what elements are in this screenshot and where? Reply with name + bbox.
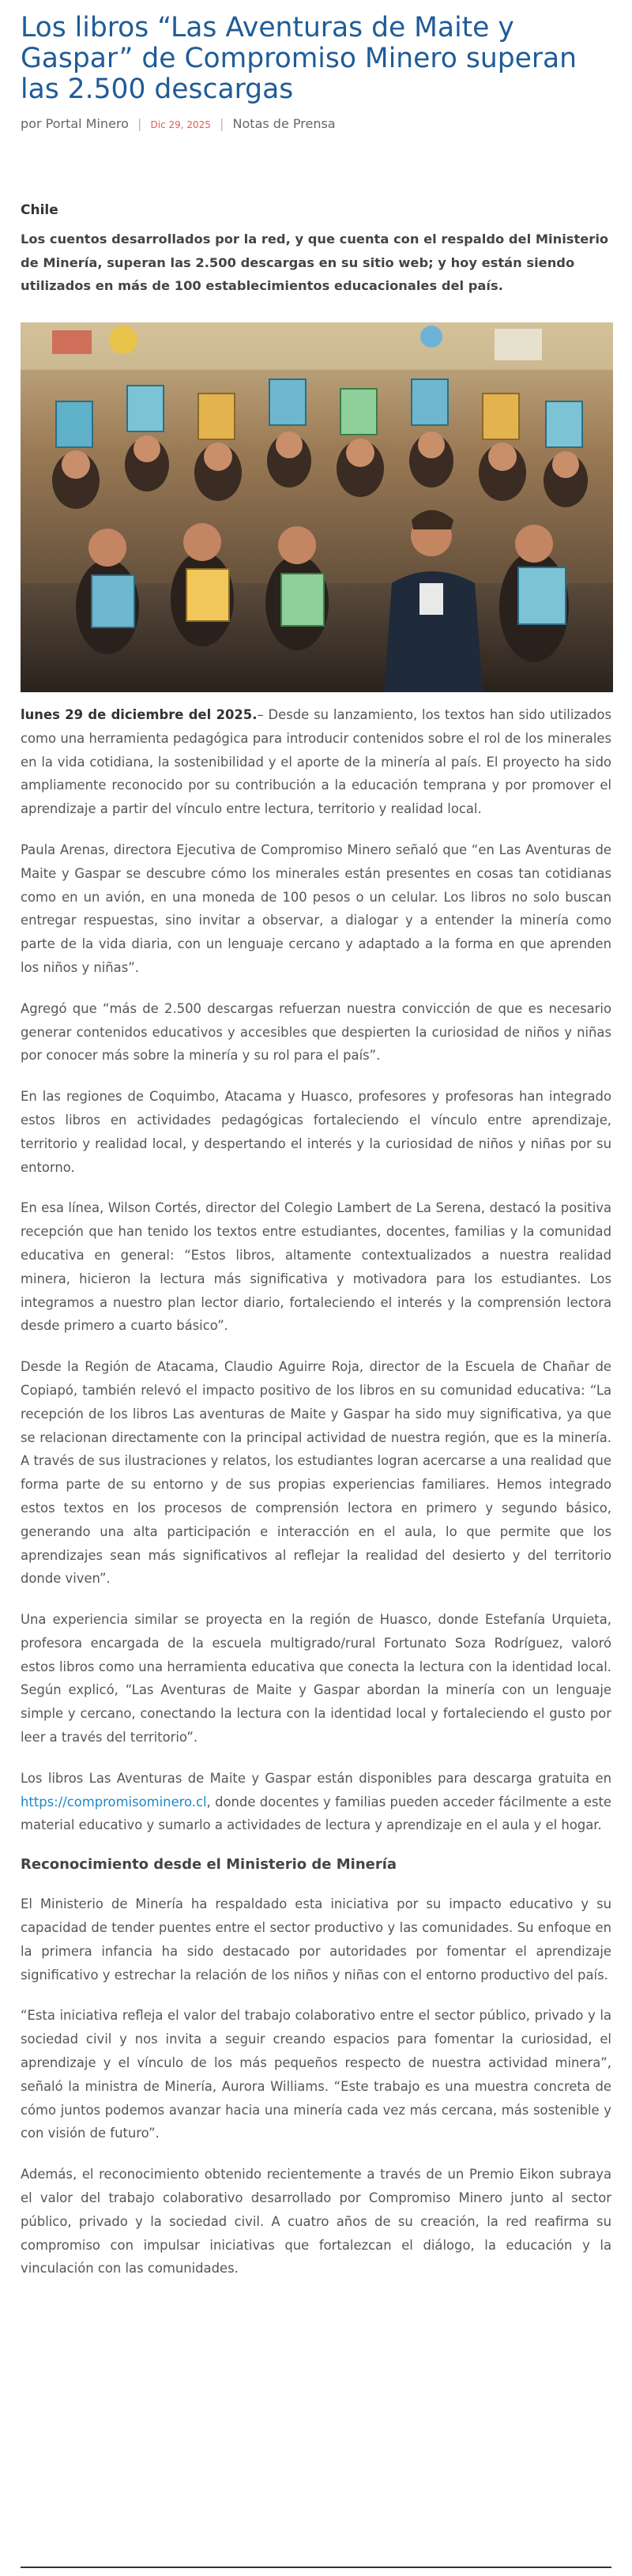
paragraph: En las regiones de Coquimbo, Atacama y Huasco, profesores y profesoras han integrado estos libros en actividades pedagógicas fortaleciendo el vínculo entre aprendizaje, territorio y realidad local, y despertando el interés y la curiosidad de niños y niñas por su entorno.: [21, 1089, 611, 1175]
paragraph: Agregó que “más de 2.500 descargas refuerzan nuestra convicción de que es necesario generar contenidos educativos y accesibles que despierten la curiosidad de niños y niñas por conocer más sobre la minería y su rol para el país”.: [21, 1000, 611, 1064]
meta-separator: |: [137, 116, 142, 131]
divider: [21, 2567, 611, 2568]
paragraph: [21, 1767, 611, 1837]
article-lead: Los cuentos desarrollados por la red, y que cuenta con el respaldo del Ministerio de Minería, superan las 2.500 descargas en su sitio web; y hoy están siendo utilizados en más de 100 establecimientos educacionales del país.: [21, 232, 609, 293]
paragraph: En esa línea, Wilson Cortés, director del Colegio Lambert de La Serena, destacó la positiva recepción que han tenido los textos entre estudiantes, docentes, familias y la comunidad educativa en general: “Estos libros, altamente contextualizados a nuestra realidad minera, hicieron la lectura más significativa y motivadora para los estudiantes. Los integramos a nuestro plan lector diario, fortaleciendo el interés y la comprensión lectora desde primero a cuarto básico”.: [21, 1200, 611, 1334]
meta-separator: |: [220, 116, 224, 131]
article-title: Los libros “Las Aventuras de Maite y Gaspar” de Compromiso Minero superan las 2.500 descargas: [21, 12, 577, 105]
article: [21, 0, 611, 2277]
paragraph-text: – Desde su lanzamiento, los textos han sido utilizados como una herramienta pedagógica para introducir contenidos sobre el rol de los minerales en la vida cotidiana, la sostenibilidad y el aporte de la minería al país. El proyecto ha sido ampliamente reconocido por su contribución a la educación temprana y por promover el aprendizaje a partir del vínculo entre lectura, territorio y realidad local.: [21, 707, 611, 817]
paragraph-text: , donde docentes y familias pueden acceder fácilmente a este material educativo y sumarlo a actividades de lectura y aprendizaje en el aula y el hogar.: [21, 1794, 611, 1833]
download-link[interactable]: https://compromisominero.cl: [21, 1794, 207, 1810]
article-body: [21, 703, 611, 2298]
classroom-photo-illustration: [21, 322, 613, 692]
region-label: Chile: [21, 202, 58, 218]
paragraph: Además, el reconocimiento obtenido recientemente a través de un Premio Eikon subraya el valor del trabajo colaborativo desarrollado por Compromiso Minero junto al sector público, privado y la sociedad civil. A cuatro años de su creación, la red reafirma su compromiso con impulsar iniciativas que fortalezcan el diálogo, la educación y la vinculación con las comunidades.: [21, 2167, 611, 2277]
publish-date: Dic 29, 2025: [150, 119, 211, 130]
dateline: lunes 29 de diciembre del 2025.: [21, 707, 258, 722]
paragraph: El Ministerio de Minería ha respaldado esta iniciativa por su impacto educativo y su capacidad de tender puentes entre el sector productivo y las comunidades. Su enfoque en la primera infancia ha sido destacado por autoridades por fomentar el aprendizaje significativo y estrechar la relación de los niños y niñas con el entorno productivo del país.: [21, 1896, 611, 1983]
paragraph: Paula Arenas, directora Ejecutiva de Compromiso Minero señaló que “en Las Aventuras de Maite y Gaspar se descubre cómo los minerales están presentes en cosas tan cotidianas como en un avión, en una moneda de 100 pesos o un celular. Los libros no solo buscan entregar respuestas, sino invitar a observar, a dialogar y a entender la minería como parte de la vida diaria, con un lenguaje cercano y adaptado a la forma en que aprenden los niños y niñas”.: [21, 842, 611, 975]
category-link[interactable]: Notas de Prensa: [232, 116, 336, 131]
article-meta: [21, 116, 611, 133]
paragraph: [21, 703, 611, 821]
author-link[interactable]: Portal Minero: [45, 116, 129, 131]
section-heading: Reconocimiento desde el Ministerio de Minería: [21, 1856, 397, 1874]
article-photo: [21, 322, 613, 692]
paragraph: Desde la Región de Atacama, Claudio Aguirre Roja, director de la Escuela de Chañar de Copiapó, también relevó el impacto positivo de los libros en su comunidad educativa: “La recepción de los libros Las aventuras de Maite y Gaspar ha sido muy significativa, ya que se relacionan directamente con la principal actividad de nuestra región, que es la minería. A través de sus ilustraciones y relatos, los estudiantes logran acercarse a una realidad que forma parte de su entorno y de sus propias experiencias familiares. Hemos integrado estos textos en los procesos de comprensión lectora en primero y segundo básico, generando una alta participación e interacción en el aula, lo que permite que los aprendizajes sean más significativos al reflejar la realidad del desierto y del territorio donde viven”.: [21, 1359, 611, 1587]
paragraph: “Esta iniciativa refleja el valor del trabajo colaborativo entre el sector público, privado y la sociedad civil y nos invita a seguir creando espacios para fomentar la curiosidad, el aprendizaje y el vínculo de los más pequeños respecto de nuestra actividad minera”, señaló la ministra de Minería, Aurora Williams. “Este trabajo es una muestra concreta de cómo juntos podemos avanzar hacia una minería cada vez más cercana, más sostenible y con visión de futuro”.: [21, 2008, 611, 2141]
paragraph-text: Los libros Las Aventuras de Maite y Gaspar están disponibles para descarga gratuita en: [21, 1770, 611, 1786]
byline-prefix: por: [21, 116, 42, 131]
paragraph: Una experiencia similar se proyecta en la región de Huasco, donde Estefanía Urquieta, profesora encargada de la escuela multigrado/rural Fortunato Soza Rodríguez, valoró estos libros como una herramienta educativa que conecta la lectura con la identidad local. Según explicó, “Las Aventuras de Maite y Gaspar abordan la minería con un lenguaje simple y cercano, conectando la lectura con la identidad local y fortaleciendo el gusto por leer a través del territorio”.: [21, 1612, 611, 1746]
